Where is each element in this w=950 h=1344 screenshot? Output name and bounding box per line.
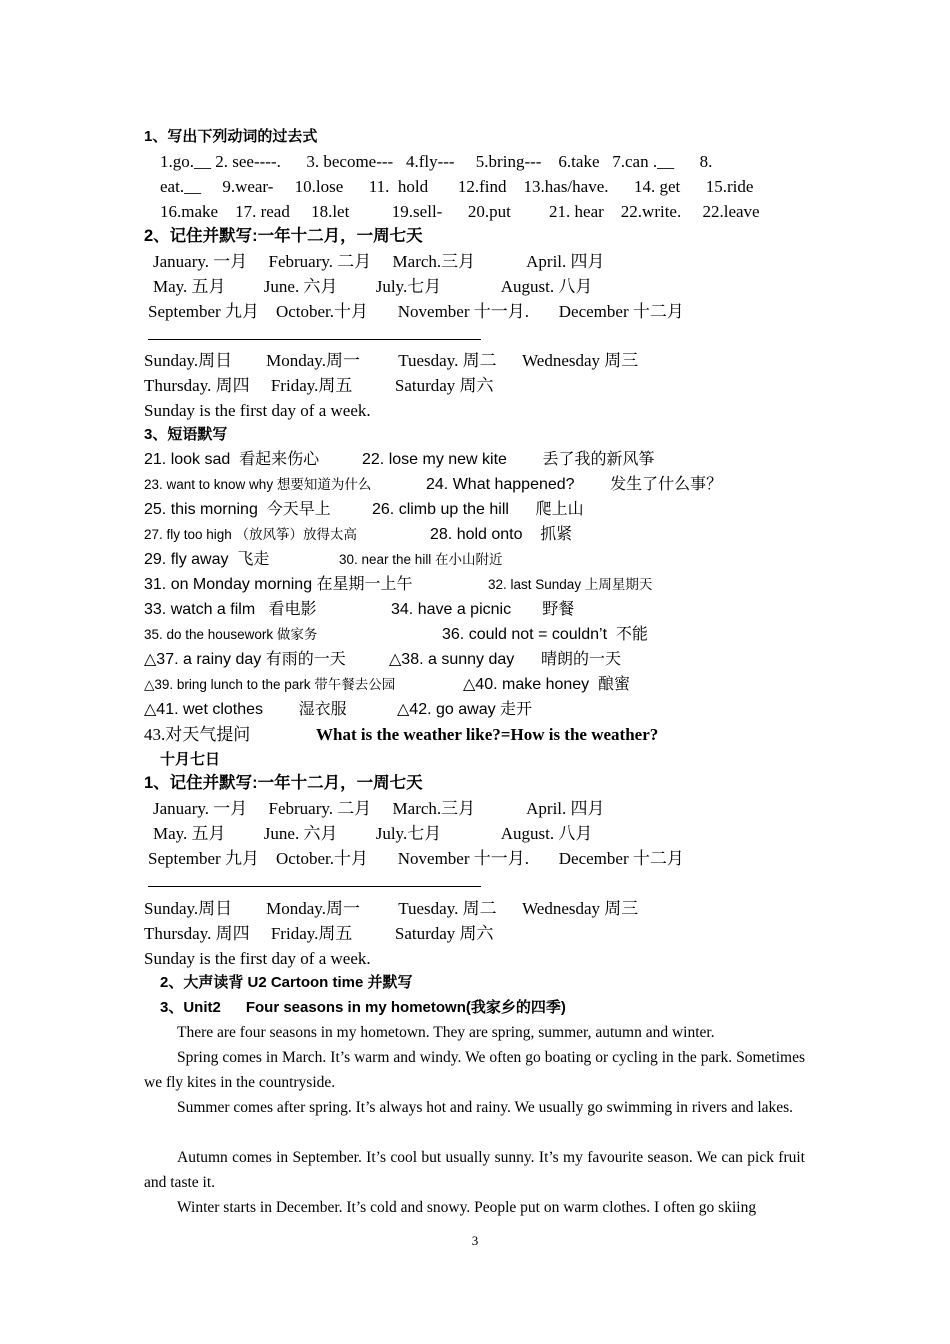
phrase-item: 43.对天气提问 [144, 725, 251, 744]
phrase-item: △42. go away 走开 [397, 701, 533, 718]
phrase-item: 28. hold onto 抓紧 [430, 526, 573, 543]
phrase-item: 31. on Monday morning 在星期一上午 [144, 576, 413, 593]
section-heading: 1、记住并默写:一年十二月，一周七天 [144, 774, 423, 792]
phrase-item: 36. could not = couldn’t 不能 [442, 626, 648, 643]
section-heading: 3、Unit2 Four seasons in my hometown(我家乡的四季) [160, 999, 566, 1016]
phrase-item: 34. have a picnic 野餐 [391, 601, 575, 618]
phrase-item: 29. fly away 飞走 [144, 551, 270, 568]
phrase-item: △38. a sunny day 晴朗的一天 [389, 651, 621, 668]
divider-line [148, 339, 481, 340]
phrase-item: 26. climb up the hill 爬上山 [372, 501, 584, 518]
phrase-item: 24. What happened? 发生了什么事？ [426, 476, 723, 493]
weekdays-line: Sunday.周日 Monday.周一 Tuesday. 周二 Wednesday 周三 [144, 351, 639, 370]
months-line: May. 五月 June. 六月 July.七月 August. 八月 [153, 277, 593, 296]
weekdays-line: Sunday is the first day of a week. [144, 401, 371, 420]
months-line: May. 五月 June. 六月 July.七月 August. 八月 [153, 824, 593, 843]
months-line: January. 一月 February. 二月 March.三月 April. 四月 [153, 799, 605, 818]
weekdays-line: Sunday.周日 Monday.周一 Tuesday. 周二 Wednesday 周三 [144, 899, 639, 918]
phrase-item: 23. want to know why 想要知道为什么 [144, 477, 372, 492]
passage-paragraph: Autumn comes in September. It’s cool but usually sunny. It’s my favourite season. We can pick fruit and taste it. [144, 1149, 805, 1191]
passage-paragraph: Winter starts in December. It’s cold and snowy. People put on warm clothes. I often go skiing [177, 1199, 757, 1216]
phrase-item: 27. fly too high （放风筝）放得太高 [144, 527, 358, 542]
weekdays-line: Thursday. 周四 Friday.周五 Saturday 周六 [144, 376, 494, 395]
weekdays-line: Sunday is the first day of a week. [144, 949, 371, 968]
passage-paragraph: Summer comes after spring. It’s always hot and rainy. We usually go swimming in rivers and lakes. [177, 1099, 794, 1116]
verb-list-line: eat.__ 9.wear- 10.lose 11. hold 12.find 13.has/have. 14. get 15.ride [160, 177, 754, 196]
phrase-item: △41. wet clothes 湿衣服 [144, 701, 347, 718]
section-heading: 2、大声读背 U2 Cartoon time 并默写 [160, 974, 413, 991]
phrase-item: △40. make honey 酿蜜 [463, 676, 631, 693]
phrase-item: △37. a rainy day 有雨的一天 [144, 651, 346, 668]
divider-line [148, 886, 481, 887]
months-line: September 九月 October.十月 November 十一月. December 十二月 [148, 302, 684, 321]
passage-paragraph: Spring comes in March. It’s warm and windy. We often go boating or cycling in the park. Sometimes we fly kites in the countryside. [144, 1049, 805, 1091]
phrase-item: 21. look sad 看起来伤心 [144, 451, 320, 468]
date-heading: 十月七日 [160, 751, 221, 768]
section-heading: 3、短语默写 [144, 426, 228, 443]
months-line: January. 一月 February. 二月 March.三月 April. 四月 [153, 252, 605, 271]
section-heading: 2、记住并默写:一年十二月，一周七天 [144, 227, 423, 245]
phrase-item: 25. this morning 今天早上 [144, 501, 331, 518]
phrase-item: 22. lose my new kite 丢了我的新风筝 [362, 451, 655, 468]
verb-list-line: 1.go.__ 2. see----. 3. become--- 4.fly--- 5.bring--- 6.take 7.can .__ 8. [160, 152, 713, 171]
phrase-item: 33. watch a film 看电影 [144, 601, 317, 618]
months-line: September 九月 October.十月 November 十一月. December 十二月 [148, 849, 684, 868]
phrase-item: 30. near the hill 在小山附近 [339, 552, 503, 567]
phrase-item: What is the weather like?=How is the weather? [316, 725, 659, 744]
page-number: 3 [471, 1233, 479, 1248]
weekdays-line: Thursday. 周四 Friday.周五 Saturday 周六 [144, 924, 494, 943]
verb-list-line: 16.make 17. read 18.let 19.sell- 20.put 21. hear 22.write. 22.leave [160, 202, 760, 221]
passage-paragraph: There are four seasons in my hometown. They are spring, summer, autumn and winter. [177, 1024, 715, 1041]
phrase-item: △39. bring lunch to the park 带午餐去公园 [144, 677, 396, 692]
phrase-item: 32. last Sunday 上周星期天 [488, 577, 653, 592]
phrase-item: 35. do the housework 做家务 [144, 627, 318, 642]
section-heading: 1、写出下列动词的过去式 [144, 128, 318, 145]
